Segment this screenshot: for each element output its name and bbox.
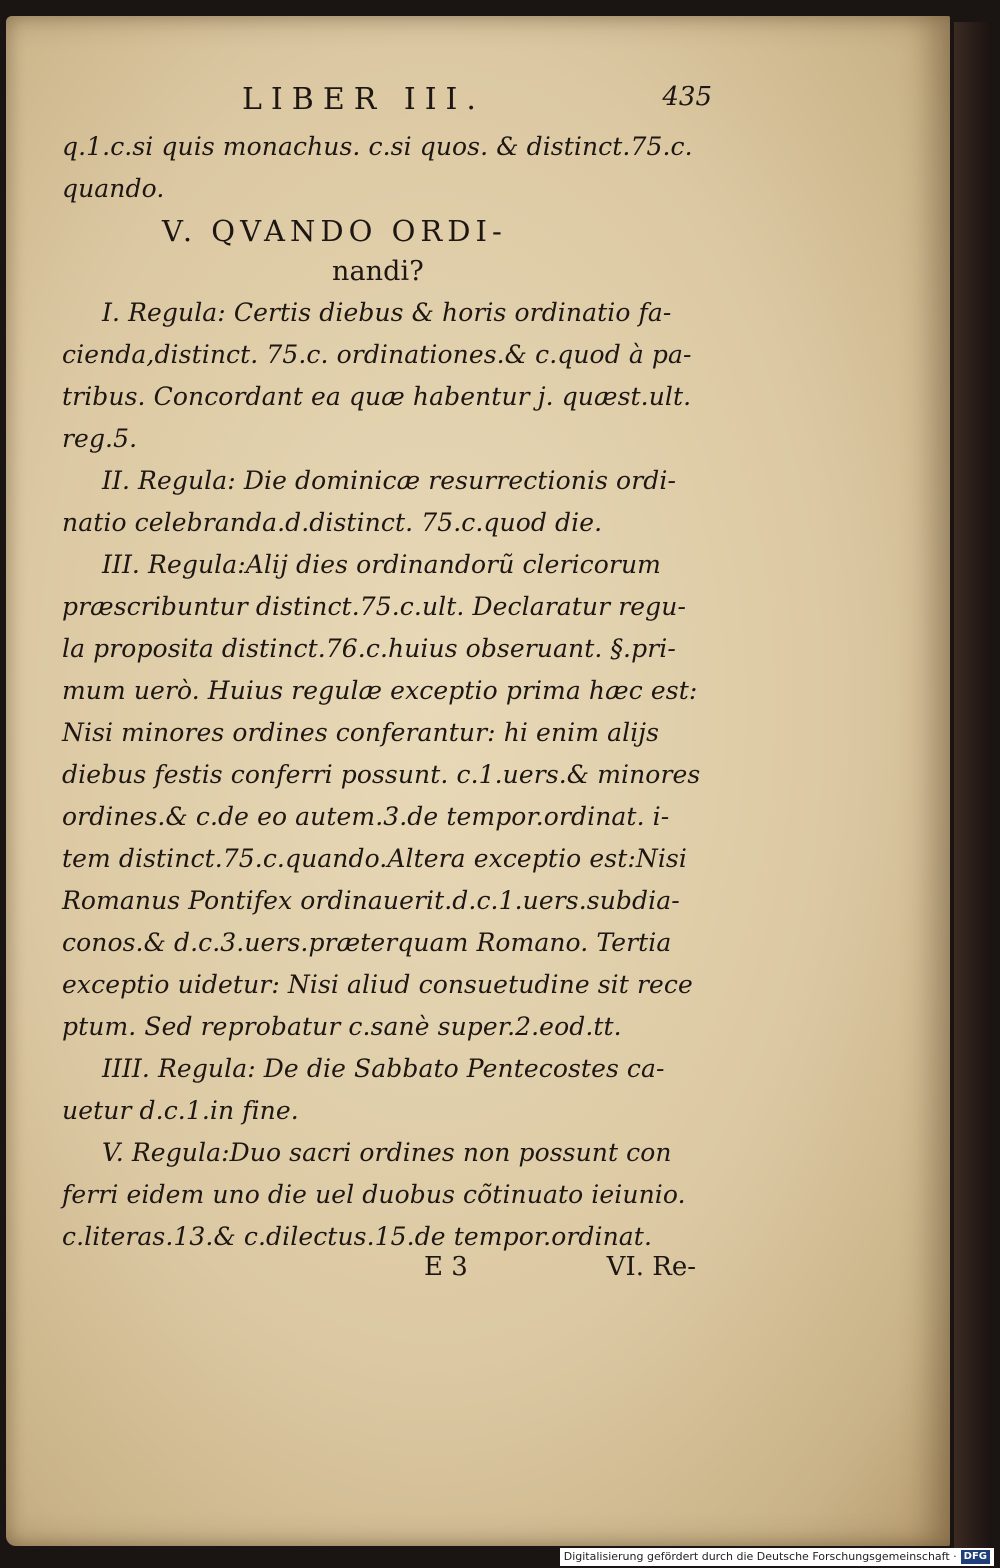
body-text bbox=[62, 126, 702, 1258]
text-line: quando. bbox=[62, 174, 165, 203]
catchline bbox=[62, 1252, 702, 1292]
text-line: reg.5. bbox=[62, 424, 138, 453]
text-line: q.1.c.si quis monachus. c.si quos. & distinct.75.c. bbox=[62, 132, 693, 161]
text-line: nandi? bbox=[332, 256, 424, 287]
text-line: tribus. Concordant ea quæ habentur j. quæst.ult. bbox=[62, 382, 692, 411]
running-header bbox=[62, 82, 712, 122]
text-line: III. Regula:Alij dies ordinandorũ clericorum bbox=[102, 550, 661, 579]
text-line: V. QVANDO ORDI- bbox=[162, 214, 507, 248]
text-line: mum uerò. Huius regulæ exceptio prima hæc est: bbox=[62, 676, 698, 705]
book-edge bbox=[954, 22, 992, 1552]
text-line: natio celebranda.d.distinct. 75.c.quod die. bbox=[62, 508, 603, 537]
text-line: II. Regula: Die dominicæ resurrectionis ordi- bbox=[102, 466, 677, 495]
text-line: conos.& d.c.3.uers.præterquam Romano. Tertia bbox=[62, 928, 672, 957]
running-title: LIBER III. bbox=[242, 82, 485, 117]
text-line: diebus festis conferri possunt. c.1.uers.& minores bbox=[62, 760, 701, 789]
digitization-footer bbox=[560, 1548, 994, 1566]
dfg-logo: DFG bbox=[961, 1550, 990, 1564]
text-line: uetur d.c.1.in fine. bbox=[62, 1096, 299, 1125]
catchword: VI. Re- bbox=[606, 1252, 696, 1282]
footer-text: Digitalisierung gefördert durch die Deutsche Forschungsgemeinschaft · bbox=[563, 1550, 957, 1563]
signature-mark: E 3 bbox=[424, 1252, 468, 1282]
text-line: tem distinct.75.c.quando.Altera exceptio est:Nisi bbox=[62, 844, 687, 873]
text-line: exceptio uidetur: Nisi aliud consuetudine sit rece bbox=[62, 970, 693, 999]
text-line: IIII. Regula: De die Sabbato Pentecostes ca- bbox=[102, 1054, 665, 1083]
text-line: cienda,distinct. 75.c. ordinationes.& c.quod à pa- bbox=[62, 340, 692, 369]
text-line: V. Regula:Duo sacri ordines non possunt con bbox=[102, 1138, 672, 1167]
text-line: I. Regula: Certis diebus & horis ordinatio fa- bbox=[102, 298, 672, 327]
text-line: Nisi minores ordines conferantur: hi enim alijs bbox=[62, 718, 660, 747]
page-number: 435 bbox=[662, 82, 712, 112]
text-line: ordines.& c.de eo autem.3.de tempor.ordinat. i- bbox=[62, 802, 670, 831]
text-line: c.literas.13.& c.dilectus.15.de tempor.ordinat. bbox=[62, 1222, 652, 1251]
text-line: la proposita distinct.76.c.huius obseruant. §.pri- bbox=[62, 634, 676, 663]
text-line: ferri eidem uno die uel duobus cõtinuato ieiunio. bbox=[62, 1180, 686, 1209]
text-line: Romanus Pontifex ordinauerit.d.c.1.uers.subdia- bbox=[62, 886, 680, 915]
text-line: ptum. Sed reprobatur c.sanè super.2.eod.tt. bbox=[62, 1012, 622, 1041]
text-line: præscribuntur distinct.75.c.ult. Declaratur regu- bbox=[62, 592, 687, 621]
